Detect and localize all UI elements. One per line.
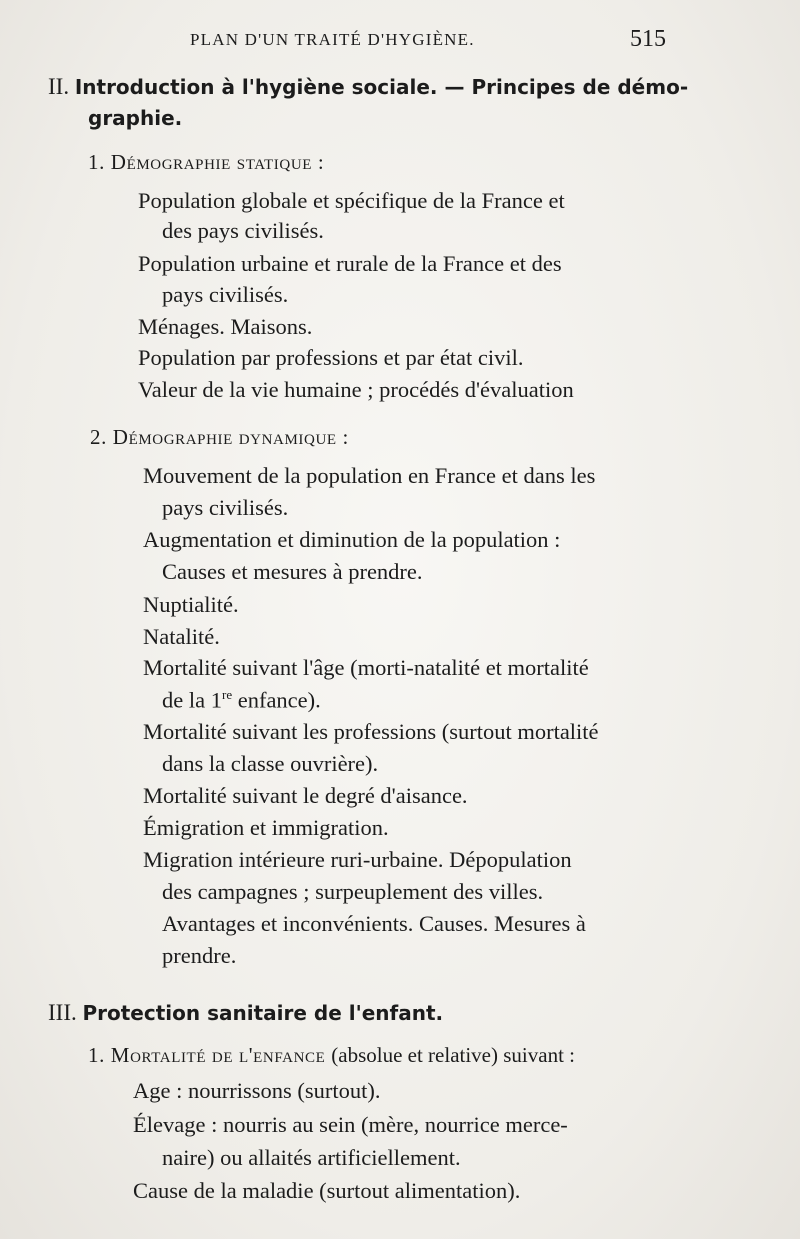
text-line: Causes et mesures à prendre. (162, 559, 423, 584)
section-iii-title (48, 997, 443, 1029)
text-line: pays civilisés. (162, 282, 289, 307)
text-line: Mortalité suivant le degré d'aisance. (143, 783, 468, 808)
text-line: naire) ou allaités artificiellement. (162, 1145, 461, 1170)
page-number: 515 (630, 26, 666, 52)
mortalite-enfance-caps: 1. Mortalité de l'enfance (88, 1043, 326, 1067)
text-line: Mortalité suivant les professions (surtout mortalité (143, 719, 599, 744)
text-line: Population urbaine et rurale de la France et des (138, 251, 562, 276)
text-line: Population par professions et par état civil. (138, 345, 524, 370)
text-line: Cause de la maladie (surtout alimentation). (133, 1178, 521, 1203)
section-ii-title-line2: graphie. (88, 106, 183, 130)
section-iii-number: III. (48, 1000, 77, 1025)
text-line: Natalité. (143, 624, 220, 649)
demographie-dynamique-heading: 2. Démographie dynamique : (90, 425, 349, 449)
text-line: Migration intérieure ruri-urbaine. Dépopulation (143, 847, 572, 872)
text-line: Ménages. Maisons. (138, 314, 313, 339)
demographie-statique-heading: 1. Démographie statique : (88, 150, 325, 174)
text-line: des campagnes ; surpeuplement des villes. (162, 879, 544, 904)
section-iii-title-text: Protection sanitaire de l'enfant. (82, 1001, 444, 1025)
section-ii-title-cont (88, 102, 182, 134)
text-line: prendre. (162, 943, 237, 968)
text-line: Nuptialité. (143, 592, 239, 617)
section-ii-title (48, 71, 688, 103)
text-line: Mouvement de la population en France et dans les (143, 463, 596, 488)
text-line: Augmentation et diminution de la population : (143, 527, 561, 552)
text-line: Émigration et immigration. (143, 815, 389, 840)
running-head: PLAN D'UN TRAITÉ D'HYGIÈNE. (190, 30, 475, 49)
text-line: Avantages et inconvénients. Causes. Mesures à (162, 911, 586, 936)
text-line: Valeur de la vie humaine ; procédés d'évaluation (138, 377, 574, 402)
text-line: Population globale et spécifique de la France et (138, 188, 565, 213)
text-line: dans la classe ouvrière). (162, 751, 379, 776)
section-ii-number: II. (48, 74, 70, 99)
mortalite-enfance-rest: (absolue et relative) suivant : (331, 1043, 575, 1067)
text-line: Mortalité suivant l'âge (morti-natalité et mortalité (143, 655, 589, 680)
text-line: Élevage : nourris au sein (mère, nourrice merce- (133, 1112, 568, 1137)
text-line: de la 1re enfance). (162, 687, 321, 713)
text-line: des pays civilisés. (162, 218, 324, 243)
text-line: pays civilisés. (162, 495, 289, 520)
mortalite-enfance-heading (88, 1043, 575, 1068)
section-ii-title-line1: Introduction à l'hygiène sociale. — Principes de démo- (74, 75, 689, 99)
text-line: Age : nourrissons (surtout). (133, 1078, 381, 1103)
